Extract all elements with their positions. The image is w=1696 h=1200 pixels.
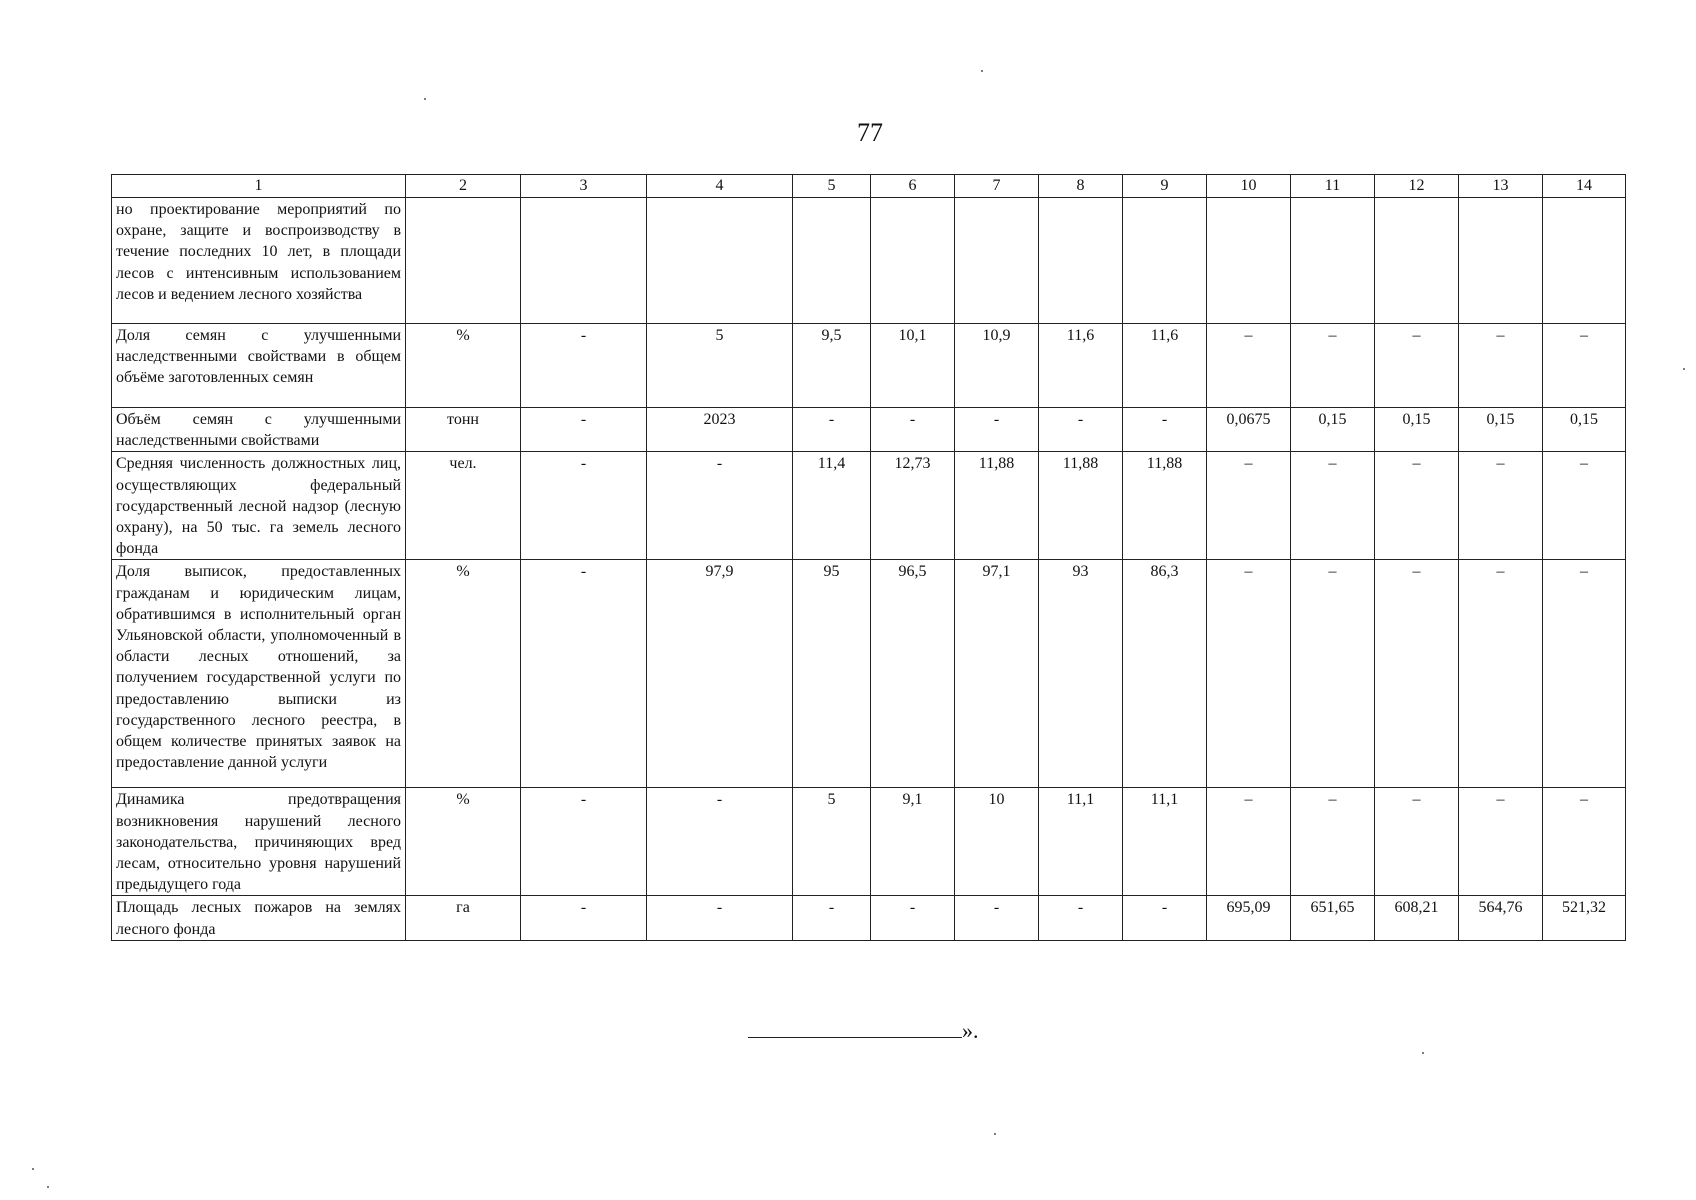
table-cell-col-6 [871,198,955,324]
table-cell-col-2: % [406,788,521,896]
table-cell-col-2: тонн [406,408,521,452]
table-row [112,896,1626,940]
column-header-4: 4 [647,175,793,198]
scan-speck [1683,368,1685,370]
table-row [112,408,1626,452]
table-cell-col-13: – [1459,324,1543,408]
table-cell-col-6: 9,1 [871,788,955,896]
table-cell-col-12 [1375,198,1459,324]
table-cell-col-4: - [647,788,793,896]
table-cell-col-14: – [1543,452,1626,560]
indicator-name: Доля семян с улучшенными наследственными свойствами в общем объёме заготовленных семян [112,324,406,408]
table-cell-col-9: - [1123,896,1207,940]
table-cell-col-11: – [1291,788,1375,896]
table-cell-col-14: – [1543,788,1626,896]
table-cell-col-4: 5 [647,324,793,408]
table-cell-col-14: – [1543,324,1626,408]
table-cell-col-3: - [521,560,647,788]
table-cell-col-14 [1543,198,1626,324]
table-cell-col-14: – [1543,560,1626,788]
table-cell-col-12: 0,15 [1375,408,1459,452]
column-header-7: 7 [955,175,1039,198]
column-header-8: 8 [1039,175,1123,198]
table-cell-col-4: 97,9 [647,560,793,788]
table-cell-col-9: 86,3 [1123,560,1207,788]
table-cell-col-11: 651,65 [1291,896,1375,940]
table-cell-col-13: 564,76 [1459,896,1543,940]
table-cell-col-5: 11,4 [793,452,871,560]
table-cell-col-10 [1207,198,1291,324]
table-cell-col-9: 11,88 [1123,452,1207,560]
table-cell-col-7: - [955,896,1039,940]
scan-speck [994,1133,996,1135]
indicator-name: Площадь лесных пожаров на землях лесного фонда [112,896,406,940]
table-cell-col-7: 10 [955,788,1039,896]
table-cell-col-11: 0,15 [1291,408,1375,452]
table-cell-col-14: 0,15 [1543,408,1626,452]
table-cell-col-8: - [1039,896,1123,940]
table-cell-col-3: - [521,452,647,560]
table-cell-col-8: 93 [1039,560,1123,788]
table-cell-col-10: 695,09 [1207,896,1291,940]
closing-mark [748,1018,979,1044]
table-cell-col-6: 12,73 [871,452,955,560]
table-cell-col-2: % [406,560,521,788]
table-cell-col-6: 10,1 [871,324,955,408]
table-cell-col-13: – [1459,560,1543,788]
indicator-name: Динамика предотвращения возникновения нарушений лесного законодательства, причиняющих вред лесам, относительно уровня нарушений предыдущего года [112,788,406,896]
table-row [112,198,1626,324]
table-cell-col-12: – [1375,324,1459,408]
scan-speck [47,1186,49,1188]
scan-speck [981,70,983,72]
table-cell-col-13 [1459,198,1543,324]
table-cell-col-7 [955,198,1039,324]
table-row [112,324,1626,408]
column-header-3: 3 [521,175,647,198]
indicator-name: Средняя численность должностных лиц, осуществляющих федеральный государственный лесной надзор (лесную охрану), на 50 тыс. га земель лесного фонда [112,452,406,560]
table-cell-col-5: 5 [793,788,871,896]
table-cell-col-7: 11,88 [955,452,1039,560]
column-header-13: 13 [1459,175,1543,198]
table-cell-col-11 [1291,198,1375,324]
table-cell-col-5 [793,198,871,324]
table-cell-col-10: – [1207,324,1291,408]
table-cell-col-10: 0,0675 [1207,408,1291,452]
table-cell-col-4: - [647,896,793,940]
scan-speck [424,98,426,100]
table-cell-col-8: 11,88 [1039,452,1123,560]
table-cell-col-9 [1123,198,1207,324]
table-cell-col-3: - [521,896,647,940]
indicators-table [111,174,1626,941]
signature-line [748,1019,962,1038]
table-cell-col-10: – [1207,788,1291,896]
table-cell-col-2 [406,198,521,324]
table-cell-col-12: 608,21 [1375,896,1459,940]
table-cell-col-2: % [406,324,521,408]
table-row [112,560,1626,788]
indicator-name: Объём семян с улучшенными наследственными свойствами [112,408,406,452]
column-header-6: 6 [871,175,955,198]
table-cell-col-4: - [647,452,793,560]
table-cell-col-8: 11,6 [1039,324,1123,408]
table-cell-col-8 [1039,198,1123,324]
table-cell-col-13: – [1459,452,1543,560]
table-cell-col-9: - [1123,408,1207,452]
table-cell-col-6: - [871,896,955,940]
table-cell-col-5: - [793,408,871,452]
header-row [112,175,1626,198]
table-cell-col-9: 11,6 [1123,324,1207,408]
table-cell-col-3: - [521,408,647,452]
table-cell-col-9: 11,1 [1123,788,1207,896]
indicator-name: Доля выписок, предоставленных гражданам и юридическим лицам, обратившимся в исполнительный орган Ульяновской области, уполномоченный в области лесных отношений, за получением государственной услуги по предоставлению выписки из государственного лесного реестра, в общем количестве принятых заявок на предоставление данной услуги [112,560,406,788]
table-cell-col-7: 10,9 [955,324,1039,408]
table-cell-col-4 [647,198,793,324]
table-cell-col-5: - [793,896,871,940]
column-header-1: 1 [112,175,406,198]
table-cell-col-11: – [1291,452,1375,560]
indicator-name: но проектирование мероприятий по охране, защите и воспроизводству в течение последних 10 лет, в площади лесов с интенсивным использованием лесов и ведением лесного хозяйства [112,198,406,324]
table-cell-col-10: – [1207,560,1291,788]
table-cell-col-6: 96,5 [871,560,955,788]
column-header-9: 9 [1123,175,1207,198]
column-header-5: 5 [793,175,871,198]
table-cell-col-2: га [406,896,521,940]
scan-speck [1422,1052,1424,1054]
table-cell-col-7: - [955,408,1039,452]
column-header-2: 2 [406,175,521,198]
table-cell-col-10: – [1207,452,1291,560]
column-header-10: 10 [1207,175,1291,198]
table-row [112,788,1626,896]
table-cell-col-6: - [871,408,955,452]
table-cell-col-13: 0,15 [1459,408,1543,452]
table-cell-col-4: 2023 [647,408,793,452]
column-header-14: 14 [1543,175,1626,198]
table-cell-col-3 [521,198,647,324]
page-number: 77 [857,118,883,147]
table-cell-col-5: 9,5 [793,324,871,408]
table-cell-col-8: 11,1 [1039,788,1123,896]
closing-quote: ». [962,1018,979,1043]
table-cell-col-11: – [1291,560,1375,788]
table-cell-col-8: - [1039,408,1123,452]
column-header-11: 11 [1291,175,1375,198]
table-cell-col-2: чел. [406,452,521,560]
table-cell-col-14: 521,32 [1543,896,1626,940]
table-cell-col-3: - [521,788,647,896]
column-header-12: 12 [1375,175,1459,198]
table-cell-col-11: – [1291,324,1375,408]
table-row [112,452,1626,560]
table-cell-col-12: – [1375,560,1459,788]
scan-speck [32,1168,34,1170]
table-cell-col-13: – [1459,788,1543,896]
table-cell-col-3: - [521,324,647,408]
table-cell-col-12: – [1375,452,1459,560]
table-cell-col-5: 95 [793,560,871,788]
table-cell-col-7: 97,1 [955,560,1039,788]
table-cell-col-12: – [1375,788,1459,896]
